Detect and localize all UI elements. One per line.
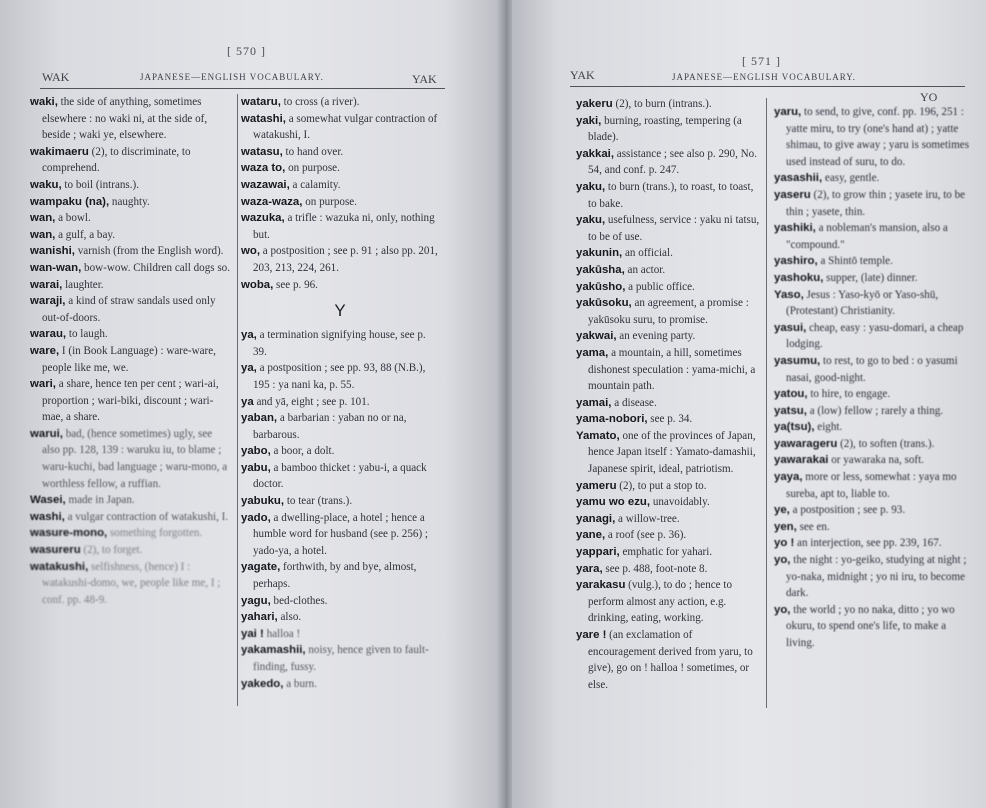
entry-definition: a postposition ; see pp. 93, 88 (N.B.), 195 : ya nani ka, p. 55. xyxy=(253,362,426,391)
entry-headword: watasu, xyxy=(241,145,283,158)
dictionary-entry xyxy=(774,353,974,386)
entry-headword: yasui, xyxy=(774,321,807,334)
entry-definition: an interjection, see pp. 239, 167. xyxy=(794,537,942,550)
entry-definition: (2), to soften (trans.). xyxy=(837,437,935,450)
left-header-rule xyxy=(40,88,445,89)
dictionary-entry xyxy=(774,552,974,602)
dictionary-entry xyxy=(576,561,762,578)
entry-headword: yashiro, xyxy=(774,255,818,268)
entry-headword: yashiki, xyxy=(774,222,816,235)
dictionary-entry xyxy=(241,111,439,144)
dictionary-entry xyxy=(241,626,439,643)
entry-headword: yo, xyxy=(774,554,791,567)
entry-definition: something forgotten. xyxy=(107,527,203,540)
entry-headword: washi, xyxy=(30,510,65,523)
entry-headword: ye, xyxy=(774,504,790,517)
entry-headword: yo ! xyxy=(774,537,795,550)
entry-definition: to burn (trans.), to roast, to toast, to bake. xyxy=(588,180,754,210)
entry-headword: yakūsoku, xyxy=(576,297,632,310)
entry-headword: yai ! xyxy=(241,627,264,640)
entry-headword: yatou, xyxy=(774,388,808,401)
dictionary-entry xyxy=(241,177,439,194)
entry-headword: yashoku, xyxy=(774,271,824,284)
entry-definition: on purpose. xyxy=(302,195,357,208)
dictionary-entry xyxy=(30,210,232,227)
entry-definition: a barbarian : yaban no or na, barbarous. xyxy=(253,412,407,441)
entry-definition: bow-wow. Children call dogs so. xyxy=(81,261,230,274)
dictionary-entry xyxy=(576,577,762,627)
right-column-2 xyxy=(774,104,974,652)
dictionary-entry xyxy=(576,544,762,561)
entry-definition: a gulf, a bay. xyxy=(55,228,115,241)
left-column-2 xyxy=(241,94,439,692)
entry-definition: laughter. xyxy=(62,278,104,291)
entry-headword: waraji, xyxy=(30,295,66,308)
entry-headword: yawarakai xyxy=(774,454,829,467)
dictionary-entry xyxy=(30,343,232,376)
entry-definition: a trifle : wazuka ni, only, nothing but. xyxy=(253,212,435,241)
entry-headword: ya xyxy=(241,395,254,408)
entry-headword: yabu, xyxy=(241,461,271,474)
entry-definition: (2), to burn (intrans.). xyxy=(612,98,712,110)
entry-definition: to hire, to engage. xyxy=(807,388,891,401)
entry-headword: wasureru xyxy=(30,544,81,557)
entry-headword: wazuka, xyxy=(241,212,285,225)
entry-definition: assistance ; see also p. 290, No. 54, and conf. p. 247. xyxy=(588,147,757,177)
dictionary-entry xyxy=(576,262,762,279)
entry-headword: ya(tsu), xyxy=(774,421,815,434)
dictionary-entry xyxy=(774,419,974,436)
entry-definition: a calamity. xyxy=(289,178,341,191)
dictionary-entry xyxy=(774,602,974,652)
left-guide-word-first: WAK xyxy=(42,70,70,84)
entry-definition: or yawaraka na, soft. xyxy=(828,454,924,467)
dictionary-entry xyxy=(30,144,232,177)
entry-headword: yappari, xyxy=(576,546,620,559)
entry-definition: a postposition ; see p. 91 ; also pp. 201, 203, 213, 224, 261. xyxy=(253,245,438,274)
entry-definition: forthwith, by and bye, almost, perhaps. xyxy=(253,561,417,591)
entry-headword: yagate, xyxy=(241,561,281,574)
dictionary-entry xyxy=(576,96,762,113)
entry-definition: on purpose. xyxy=(285,162,340,175)
dictionary-entry xyxy=(774,170,974,187)
dictionary-entry xyxy=(774,469,974,502)
entry-definition: (an exclamation of encouragement derived from yaru, to give), go on ! halloa ! sometimes, or else. xyxy=(588,629,753,691)
entry-definition: a willow-tree. xyxy=(615,512,680,525)
entry-definition: a postposition ; see p. 93. xyxy=(789,504,906,517)
dictionary-entry xyxy=(576,328,762,345)
entry-headword: yaki, xyxy=(576,114,602,127)
dictionary-entry xyxy=(30,542,232,559)
section-letter-y: Y xyxy=(334,301,346,321)
dictionary-entry xyxy=(241,194,439,211)
entry-headword: yameru xyxy=(576,479,617,492)
entry-definition: varnish (from the English word). xyxy=(74,245,224,258)
dictionary-entry xyxy=(774,320,974,353)
entry-headword: yama-nobori, xyxy=(576,413,648,426)
dictionary-entry xyxy=(576,345,762,395)
entry-headword: yara, xyxy=(576,562,603,575)
left-column-rule xyxy=(237,94,238,706)
entry-definition: (vulg.), to do ; hence to perform almost any action, e.g. drinking, eating, working. xyxy=(588,579,733,625)
entry-headword: waku, xyxy=(30,178,62,191)
entry-headword: yen, xyxy=(774,520,797,533)
entry-headword: yamu wo ezu, xyxy=(576,496,651,509)
dictionary-entry xyxy=(576,428,762,478)
dictionary-entry xyxy=(774,502,974,519)
entry-definition: (2), to grow thin ; yasete iru, to be thin ; yasete, thin. xyxy=(786,188,966,218)
entry-definition: to boil (intrans.). xyxy=(61,178,139,191)
entry-headword: yabo, xyxy=(241,445,271,458)
entry-definition: the side of anything, sometimes elsewhere : no waki ni, at the side of, beside ; waki ye, elsewhere. xyxy=(42,96,208,142)
entry-headword: waza-waza, xyxy=(241,195,303,208)
entry-headword: yaku, xyxy=(576,180,606,193)
dictionary-entry xyxy=(30,243,232,260)
entry-definition: see p. 488, foot-note 8. xyxy=(602,562,708,575)
dictionary-entry xyxy=(30,227,232,244)
entry-definition: a kind of straw sandals used only out-of-doors. xyxy=(42,295,216,324)
entry-headword: yabuku, xyxy=(241,495,285,508)
entry-definition: a disease. xyxy=(611,396,657,409)
entry-headword: yanagi, xyxy=(576,512,616,525)
entry-headword: ware, xyxy=(30,344,60,357)
entry-definition: a bamboo thicket : yabu-i, a quack doctor. xyxy=(253,461,427,491)
dictionary-entry xyxy=(576,113,762,146)
entry-definition: bed-clothes. xyxy=(270,594,328,607)
entry-headword: yaku, xyxy=(576,214,606,227)
entry-definition: an evening party. xyxy=(616,330,696,343)
entry-definition: a dwelling-place, a hotel ; hence a humble word for husband (see p. 256) ; yado-ya, a hotel. xyxy=(253,511,428,557)
dictionary-entry xyxy=(774,270,974,287)
dictionary-entry xyxy=(241,94,439,111)
dictionary-entry xyxy=(576,627,762,693)
entry-headword: yakkai, xyxy=(576,147,615,160)
entry-definition: the world ; yo no naka, ditto ; yo wo okuru, to spend one's life, to make a living. xyxy=(786,603,955,649)
entry-headword: yama, xyxy=(576,346,609,359)
entry-definition: (2), to forget. xyxy=(80,544,143,557)
entry-definition: usefulness, service : yaku ni tatsu, to be of use. xyxy=(588,214,760,243)
dictionary-entry xyxy=(30,525,232,542)
dictionary-entry xyxy=(30,293,232,326)
dictionary-entry xyxy=(774,253,974,270)
entry-headword: yaya, xyxy=(774,471,803,484)
entry-definition: also. xyxy=(277,611,302,624)
dictionary-entry xyxy=(241,394,439,411)
dictionary-entry xyxy=(774,436,974,453)
dictionary-entry xyxy=(241,410,439,443)
dictionary-entry xyxy=(241,559,439,592)
left-guide-word-last: YAK xyxy=(412,72,437,86)
dictionary-entry xyxy=(30,492,232,509)
entry-definition: I (in Book Language) : ware-ware, people like me, we. xyxy=(42,344,216,374)
entry-definition: the night : yo-geiko, studying at night ; yo-naka, midnight ; yo ni iru, to become dark. xyxy=(786,554,967,600)
entry-headword: yado, xyxy=(241,511,271,524)
entry-headword: waki, xyxy=(30,96,58,108)
entry-headword: watashi, xyxy=(241,112,286,125)
dictionary-entry xyxy=(576,411,762,428)
entry-definition: a bowl. xyxy=(55,212,91,225)
right-running-title: JAPANESE—ENGLISH VOCABULARY. xyxy=(672,72,856,82)
dictionary-entry xyxy=(241,676,439,693)
entry-headword: yo, xyxy=(774,603,791,616)
entry-definition: supper, (late) dinner. xyxy=(823,271,918,284)
entry-headword: warai, xyxy=(30,278,63,291)
entry-definition: (2), to put a stop to. xyxy=(616,479,707,492)
entry-definition: a share, hence ten per cent ; wari-ai, proportion ; wari-biki, discount ; wari-mae, a share. xyxy=(42,378,219,424)
dictionary-entry xyxy=(576,295,762,328)
dictionary-entry xyxy=(30,376,232,426)
entry-headword: waza to, xyxy=(241,162,286,175)
dictionary-entry xyxy=(241,443,439,460)
right-guide-word-last: YO xyxy=(920,90,938,104)
dictionary-entry xyxy=(30,194,232,211)
entry-headword: ya, xyxy=(241,362,257,375)
dictionary-entry xyxy=(774,287,974,320)
dictionary-entry xyxy=(30,326,232,343)
entry-headword: watakushi, xyxy=(30,560,89,573)
dictionary-entry xyxy=(774,104,974,170)
entry-headword: yaru, xyxy=(774,106,802,118)
entry-definition: one of the provinces of Japan, hence Japan itself : Yamato-damashii, Japanese spirit, ideal, patriotism. xyxy=(588,429,756,476)
entry-definition: an agreement, a promise : yakūsoku suru, to promise. xyxy=(588,297,749,326)
entry-headword: yamai, xyxy=(576,396,612,409)
dictionary-entry xyxy=(774,220,974,253)
dictionary-entry xyxy=(30,559,232,609)
dictionary-entry xyxy=(774,187,974,220)
dictionary-entry xyxy=(241,277,439,294)
entry-headword: yare ! xyxy=(576,629,607,641)
entry-definition: a (low) fellow ; rarely a thing. xyxy=(806,404,944,417)
entry-headword: Yaso, xyxy=(774,288,804,301)
entry-headword: yakedo, xyxy=(241,677,284,690)
dictionary-entry xyxy=(576,279,762,296)
right-header-rule xyxy=(570,86,965,87)
entry-definition: (2), to discriminate, to comprehend. xyxy=(42,145,191,175)
entry-definition: see p. 34. xyxy=(647,413,693,426)
entry-definition: Jesus : Yaso-kyō or Yaso-shū, (Protestant) Christianity. xyxy=(786,288,939,318)
dictionary-entry xyxy=(241,510,439,560)
dictionary-entry xyxy=(30,260,232,277)
dictionary-entry xyxy=(30,277,232,294)
dictionary-entry xyxy=(774,519,974,536)
entry-headword: yawarageru xyxy=(774,437,838,450)
entry-headword: wakimaeru xyxy=(30,145,89,158)
entry-definition: a public office. xyxy=(625,280,695,293)
dictionary-entry xyxy=(241,493,439,510)
dictionary-entry xyxy=(576,478,762,495)
entry-headword: yatsu, xyxy=(774,404,807,417)
entry-headword: yaban, xyxy=(241,412,278,425)
entry-headword: wan, xyxy=(30,212,56,225)
entry-definition: see en. xyxy=(796,520,830,533)
entry-headword: yasashii, xyxy=(774,172,823,185)
dictionary-entry xyxy=(241,243,439,276)
dictionary-entry xyxy=(241,327,439,360)
entry-headword: Yamato, xyxy=(576,429,620,442)
dictionary-entry xyxy=(30,509,232,526)
entry-headword: yakūsho, xyxy=(576,280,626,293)
entry-headword: yaseru xyxy=(774,188,811,201)
entry-headword: yane, xyxy=(576,529,606,542)
dictionary-entry xyxy=(241,144,439,161)
entry-definition: an actor. xyxy=(624,263,666,276)
entry-headword: Wasei, xyxy=(30,494,66,507)
dictionary-entry xyxy=(30,94,232,144)
entry-headword: yagu, xyxy=(241,594,271,607)
entry-definition: naughty. xyxy=(109,195,150,208)
entry-headword: wazawai, xyxy=(241,178,290,191)
entry-definition: a mountain, a hill, sometimes dishonest speculation : yama-michi, a mountain path. xyxy=(588,346,756,393)
entry-headword: woba, xyxy=(241,278,274,291)
entry-definition: to cross (a river). xyxy=(280,96,360,108)
entry-headword: wan, xyxy=(30,228,56,241)
dictionary-entry xyxy=(241,642,439,675)
entry-headword: wampaku (na), xyxy=(30,195,110,208)
dictionary-entry xyxy=(241,360,439,393)
entry-headword: yahari, xyxy=(241,611,278,624)
entry-headword: wanishi, xyxy=(30,245,75,258)
right-guide-word-first: YAK xyxy=(570,68,595,82)
dictionary-entry xyxy=(241,160,439,177)
entry-definition: an official. xyxy=(622,247,673,260)
dictionary-entry xyxy=(241,460,439,493)
entry-headword: wan-wan, xyxy=(30,261,82,274)
entry-definition: a burn. xyxy=(283,677,318,690)
entry-definition: bad, (hence sometimes) ugly, see also pp. 128, 139 : waruku iu, to blame ; waru-kuchi, bad language ; waru-mono, a worthless fellow, a ruffian. xyxy=(42,427,228,490)
dictionary-entry xyxy=(774,452,974,469)
dictionary-entry xyxy=(774,386,974,403)
right-page xyxy=(512,0,986,808)
entry-definition: a boor, a dolt. xyxy=(270,445,335,458)
entry-definition: a vulgar contraction of watakushi, I. xyxy=(64,510,229,523)
entry-definition: a Shintō temple. xyxy=(817,255,893,268)
entry-definition: a roof (see p. 36). xyxy=(605,529,687,542)
dictionary-entry xyxy=(576,146,762,179)
entry-definition: easy, gentle. xyxy=(822,172,880,185)
entry-headword: warui, xyxy=(30,427,63,440)
entry-headword: yakūsha, xyxy=(576,263,625,276)
entry-definition: see p. 96. xyxy=(273,278,318,291)
dictionary-entry xyxy=(576,179,762,212)
entry-headword: yasumu, xyxy=(774,354,821,367)
right-column-1 xyxy=(576,96,762,693)
entry-headword: yakwai, xyxy=(576,330,617,343)
right-column-rule xyxy=(766,98,767,708)
entry-headword: yakunin, xyxy=(576,247,623,260)
entry-definition: halloa ! xyxy=(263,627,301,640)
entry-definition: unavoidably. xyxy=(650,496,710,509)
entry-definition: to send, to give, conf. pp. 196, 251 : yatte miru, to try (one's hand at) ; yatte shimau, to give away ; yaru is sometimes used instead of suru, to do. xyxy=(786,106,970,168)
dictionary-entry xyxy=(576,212,762,245)
entry-definition: more or less, somewhat : yaya mo sureba, apt to, liable to. xyxy=(786,471,957,500)
entry-definition: a nobleman's mansion, also a "compound." xyxy=(786,222,948,251)
entry-definition: emphatic for yahari. xyxy=(619,546,713,559)
right-page-number: [ 571 ] xyxy=(742,54,781,68)
dictionary-entry xyxy=(576,527,762,544)
dictionary-entry xyxy=(30,177,232,194)
entry-definition: made in Japan. xyxy=(65,494,135,507)
dictionary-entry xyxy=(576,511,762,528)
dictionary-entry xyxy=(576,395,762,412)
dictionary-entry xyxy=(241,609,439,626)
entry-headword: wo, xyxy=(241,245,260,258)
left-page-number: [ 570 ] xyxy=(227,44,266,58)
entry-definition: to tear (trans.). xyxy=(284,495,353,508)
dictionary-entry xyxy=(241,210,439,243)
entry-definition: selfishness, (hence) I : watakushi-domo, we, people like me, I ; conf. pp. 48-9. xyxy=(42,560,221,606)
entry-definition: a termination signifying house, see p. 39. xyxy=(253,329,426,358)
left-running-title: JAPANESE—ENGLISH VOCABULARY. xyxy=(140,72,324,82)
entry-headword: yarakasu xyxy=(576,579,626,592)
dictionary-entry xyxy=(774,403,974,420)
entry-definition: noisy, hence given to fault-finding, fussy. xyxy=(253,644,429,673)
entry-headword: wataru, xyxy=(241,96,281,108)
entry-headword: yakamashii, xyxy=(241,644,306,657)
entry-headword: yakeru xyxy=(576,98,613,110)
entry-definition: to rest, to go to bed : o yasumi nasai, good-night. xyxy=(786,354,958,384)
entry-headword: warau, xyxy=(30,328,67,341)
entry-definition: to hand over. xyxy=(282,145,344,158)
entry-definition: and yā, eight ; see p. 101. xyxy=(253,395,370,408)
dictionary-entry xyxy=(774,535,974,552)
dictionary-entry xyxy=(241,593,439,610)
entry-headword: wasure-mono, xyxy=(30,527,108,540)
left-column-1 xyxy=(30,94,232,608)
entry-headword: wari, xyxy=(30,378,56,391)
entry-definition: burning, roasting, tempering (a blade). xyxy=(588,114,742,144)
entry-definition: eight. xyxy=(814,421,843,434)
entry-headword: ya, xyxy=(241,329,257,342)
dictionary-entry xyxy=(576,245,762,262)
entry-definition: a somewhat vulgar contraction of watakushi, I. xyxy=(253,112,438,142)
entry-definition: cheap, easy : yasu-domari, a cheap lodging. xyxy=(786,321,964,351)
dictionary-entry xyxy=(30,426,232,492)
dictionary-entry xyxy=(576,494,762,511)
entry-definition: to laugh. xyxy=(66,328,108,341)
